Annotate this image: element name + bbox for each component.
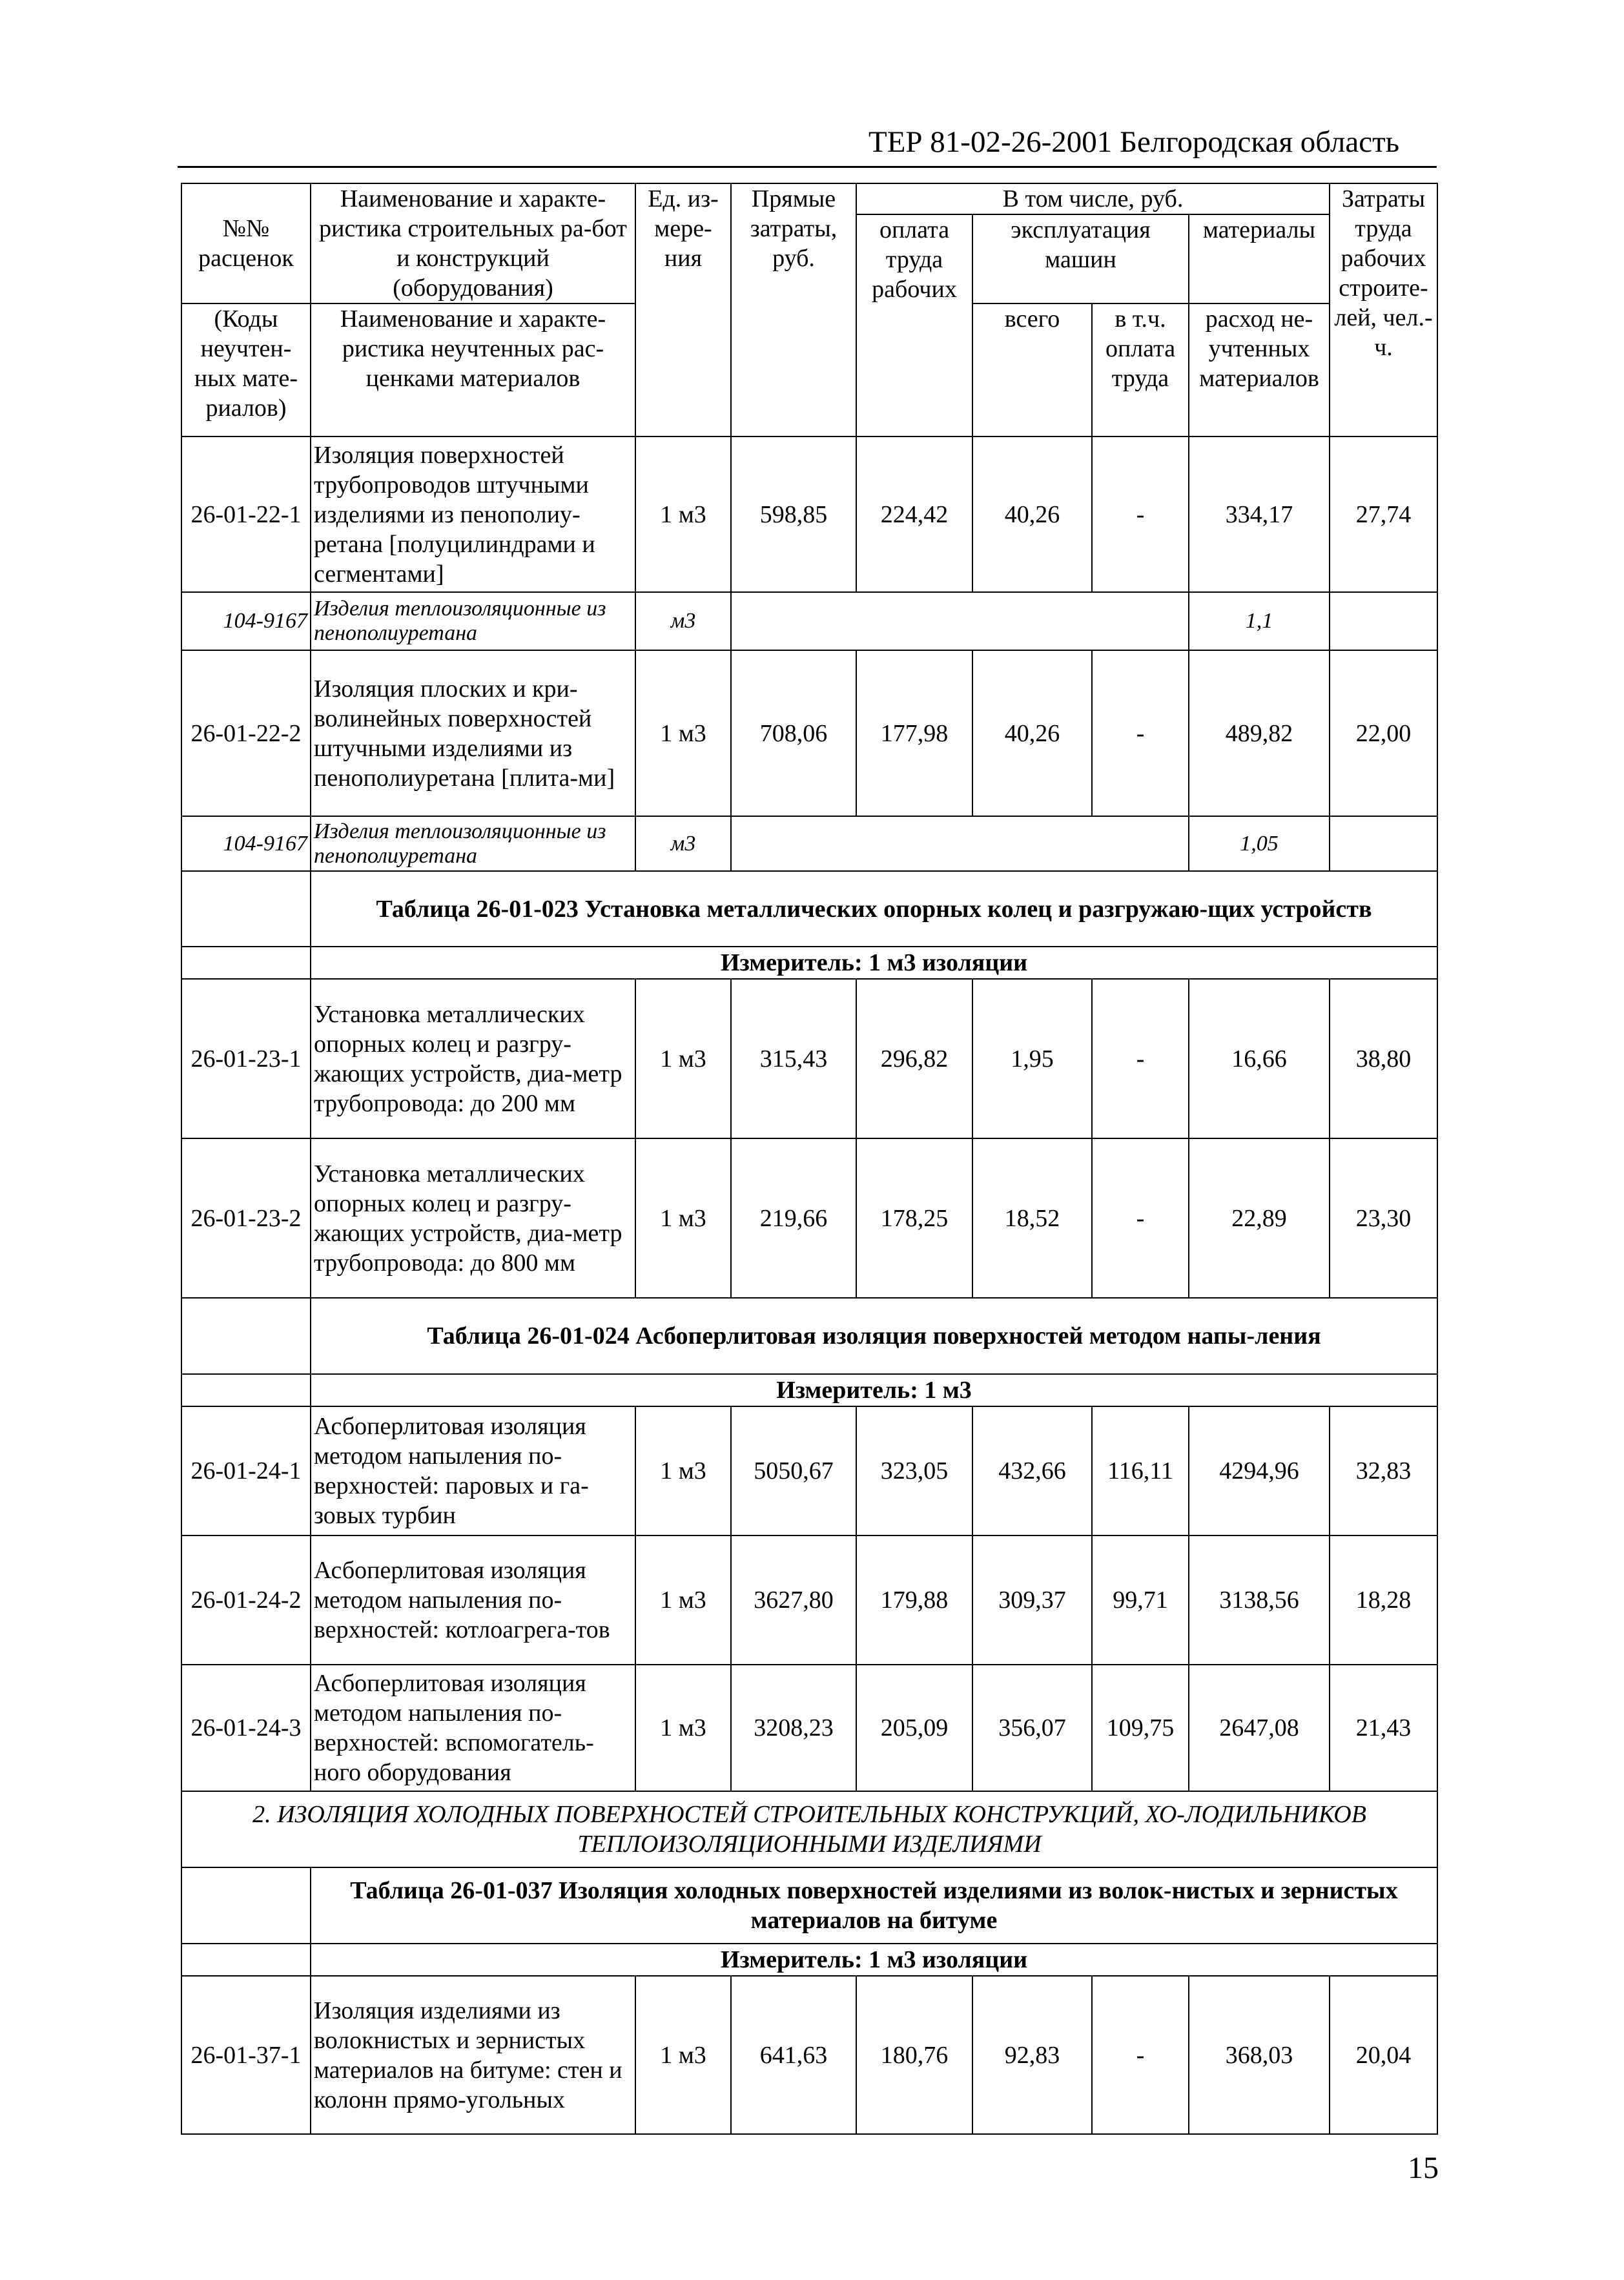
rate-code: 26-01-22-2 <box>181 650 311 816</box>
table-title: Таблица 26-01-024 Асбоперлитовая изоляция поверхностей методом напы-ления <box>311 1298 1437 1374</box>
material-row <box>181 816 1437 871</box>
rate-machine: 40,26 <box>972 650 1092 816</box>
rate-name: Изоляция плоских и кри-волинейных поверхностей штучными изделиями из пенополиуретана [плита-ми] <box>311 650 635 816</box>
measure-label: Измеритель: 1 м3 изоляции <box>311 1944 1437 1976</box>
rate-materials: 3138,56 <box>1189 1535 1330 1665</box>
rate-labor: 178,25 <box>856 1138 972 1298</box>
col-machine-labor-header: в т.ч. оплата труда <box>1092 303 1189 436</box>
rate-labor: 177,98 <box>856 650 972 816</box>
col-hours-header: Затраты труда рабочих строите-лей, чел.-ч. <box>1330 183 1437 436</box>
rate-unit: 1 м3 <box>635 1138 731 1298</box>
table-row <box>181 436 1437 592</box>
rate-name: Установка металлических опорных колец и разгру-жающих устройств, диа-метр трубопровода: до 200 мм <box>311 979 635 1138</box>
rate-machine-labor: 109,75 <box>1092 1665 1189 1791</box>
rate-machine-labor: - <box>1092 436 1189 592</box>
rate-hours: 32,83 <box>1330 1406 1437 1535</box>
col-materials-header: материалы <box>1189 214 1330 303</box>
rate-hours: 18,28 <box>1330 1535 1437 1665</box>
rate-direct: 315,43 <box>731 979 856 1138</box>
rate-direct: 708,06 <box>731 650 856 816</box>
section-heading: 2. ИЗОЛЯЦИЯ ХОЛОДНЫХ ПОВЕРХНОСТЕЙ СТРОИТЕЛЬНЫХ КОНСТРУКЦИЙ, ХО-ЛОДИЛЬНИКОВ ТЕПЛОИЗОЛЯЦИОННЫМИ ИЗДЕЛИЯМИ <box>181 1791 1437 1867</box>
rate-code: 26-01-23-1 <box>181 979 311 1138</box>
table-row <box>181 1535 1437 1665</box>
rate-code: 26-01-24-3 <box>181 1665 311 1791</box>
material-unit: м3 <box>635 592 731 650</box>
rate-direct: 5050,67 <box>731 1406 856 1535</box>
rate-hours: 20,04 <box>1330 1976 1437 2134</box>
rate-code: 26-01-23-2 <box>181 1138 311 1298</box>
col-materials-alt-header: расход не-учтенных материалов <box>1189 303 1330 436</box>
rate-hours: 22,00 <box>1330 650 1437 816</box>
rate-machine-labor: 116,11 <box>1092 1406 1189 1535</box>
rate-machine: 356,07 <box>972 1665 1092 1791</box>
rate-unit: 1 м3 <box>635 979 731 1138</box>
measure-label: Измеритель: 1 м3 <box>311 1374 1437 1406</box>
rate-unit: 1 м3 <box>635 1976 731 2134</box>
rate-materials: 334,17 <box>1189 436 1330 592</box>
rates-table <box>181 183 1438 2135</box>
rate-materials: 4294,96 <box>1189 1406 1330 1535</box>
rate-labor: 179,88 <box>856 1535 972 1665</box>
rate-code: 26-01-22-1 <box>181 436 311 592</box>
rate-labor: 224,42 <box>856 436 972 592</box>
material-amount: 1,1 <box>1189 592 1330 650</box>
rate-direct: 3208,23 <box>731 1665 856 1791</box>
rate-hours: 23,30 <box>1330 1138 1437 1298</box>
col-name-alt-header: Наименование и характе-ристика неучтенных рас-ценками материалов <box>311 303 635 436</box>
rate-labor: 323,05 <box>856 1406 972 1535</box>
rate-machine: 92,83 <box>972 1976 1092 2134</box>
measure-label: Измеритель: 1 м3 изоляции <box>311 947 1437 979</box>
col-machine-total-header: всего <box>972 303 1092 436</box>
rate-materials: 2647,08 <box>1189 1665 1330 1791</box>
rate-materials: 489,82 <box>1189 650 1330 816</box>
rate-direct: 598,85 <box>731 436 856 592</box>
rate-name: Установка металлических опорных колец и разгру-жающих устройств, диа-метр трубопровода: до 800 мм <box>311 1138 635 1298</box>
rate-code: 26-01-24-2 <box>181 1535 311 1665</box>
rate-machine-labor: - <box>1092 1976 1189 2134</box>
material-name: Изделия теплоизоляционные из пенополиуретана <box>311 592 635 650</box>
rate-labor: 205,09 <box>856 1665 972 1791</box>
page-number: 15 <box>1408 2151 1439 2185</box>
rate-direct: 3627,80 <box>731 1535 856 1665</box>
table-row <box>181 1976 1437 2134</box>
rate-materials: 368,03 <box>1189 1976 1330 2134</box>
table-row <box>181 1406 1437 1535</box>
col-unit-header: Ед. из-мере-ния <box>635 183 731 436</box>
table-row <box>181 979 1437 1138</box>
rate-materials: 16,66 <box>1189 979 1330 1138</box>
rate-machine: 432,66 <box>972 1406 1092 1535</box>
rate-name: Изоляция поверхностей трубопроводов штучными изделиями из пенополиу-ретана [полуцилиндрами и сегментами] <box>311 436 635 592</box>
col-incl-header: В том числе, руб. <box>856 183 1330 214</box>
rate-direct: 641,63 <box>731 1976 856 2134</box>
rate-machine-labor: - <box>1092 650 1189 816</box>
material-name: Изделия теплоизоляционные из пенополиуретана <box>311 816 635 871</box>
material-unit: м3 <box>635 816 731 871</box>
table-row <box>181 1138 1437 1298</box>
rate-hours: 38,80 <box>1330 979 1437 1138</box>
col-code-alt-header: (Коды неучтен-ных мате-риалов) <box>181 303 311 436</box>
rate-hours: 21,43 <box>1330 1665 1437 1791</box>
material-amount: 1,05 <box>1189 816 1330 871</box>
document-header: ТЕР 81-02-26-2001 Белгородская область <box>869 125 1400 159</box>
rate-machine-labor: - <box>1092 979 1189 1138</box>
material-code: 104-9167 <box>181 816 311 871</box>
rate-name: Асбоперлитовая изоляция методом напыления по-верхностей: котлоагрега-тов <box>311 1535 635 1665</box>
table-row <box>181 1665 1437 1791</box>
rate-code: 26-01-37-1 <box>181 1976 311 2134</box>
col-machine-header: эксплуатация машин <box>972 214 1189 303</box>
rate-unit: 1 м3 <box>635 1406 731 1535</box>
rate-machine: 1,95 <box>972 979 1092 1138</box>
rate-name: Изоляция изделиями из волокнистых и зернистых материалов на битуме: стен и колонн прямо-угольных <box>311 1976 635 2134</box>
rate-name: Асбоперлитовая изоляция методом напыления по-верхностей: вспомогатель-ного оборудования <box>311 1665 635 1791</box>
rate-labor: 296,82 <box>856 979 972 1138</box>
col-direct-header: Прямые затраты, руб. <box>731 183 856 436</box>
material-code: 104-9167 <box>181 592 311 650</box>
rate-hours: 27,74 <box>1330 436 1437 592</box>
rate-machine-labor: - <box>1092 1138 1189 1298</box>
rate-materials: 22,89 <box>1189 1138 1330 1298</box>
col-labor-header: оплата труда рабочих <box>856 214 972 436</box>
table-title: Таблица 26-01-037 Изоляция холодных поверхностей изделиями из волок-нистых и зернистых материалов на битуме <box>311 1867 1437 1944</box>
rate-unit: 1 м3 <box>635 1665 731 1791</box>
rate-unit: 1 м3 <box>635 1535 731 1665</box>
rate-machine: 18,52 <box>972 1138 1092 1298</box>
material-row <box>181 592 1437 650</box>
rate-machine-labor: 99,71 <box>1092 1535 1189 1665</box>
table-title: Таблица 26-01-023 Установка металлических опорных колец и разгружаю-щих устройств <box>311 871 1437 947</box>
rate-unit: 1 м3 <box>635 436 731 592</box>
rate-direct: 219,66 <box>731 1138 856 1298</box>
rate-machine: 309,37 <box>972 1535 1092 1665</box>
table-row <box>181 650 1437 816</box>
rate-code: 26-01-24-1 <box>181 1406 311 1535</box>
col-name-header: Наименование и характе-ристика строительных ра-бот и конструкций (оборудования) <box>311 183 635 303</box>
col-code-header: №№ расценок <box>181 183 311 303</box>
header-rule <box>178 166 1437 168</box>
rate-name: Асбоперлитовая изоляция методом напыления по-верхностей: паровых и га-зовых турбин <box>311 1406 635 1535</box>
rate-unit: 1 м3 <box>635 650 731 816</box>
rate-machine: 40,26 <box>972 436 1092 592</box>
rate-labor: 180,76 <box>856 1976 972 2134</box>
